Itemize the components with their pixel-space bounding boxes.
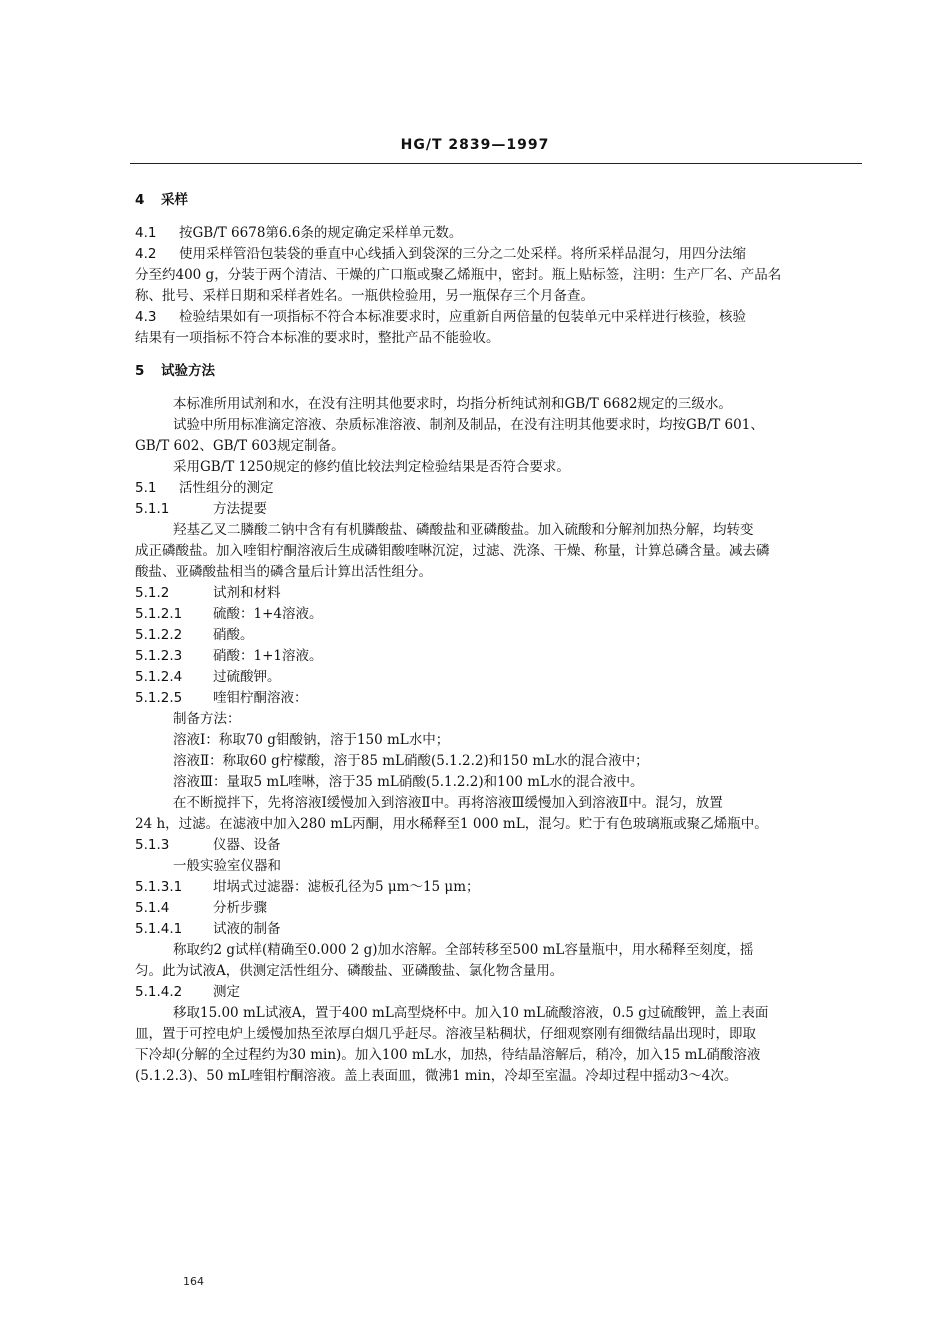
clause-title: 分析步骤 <box>213 900 267 916</box>
equipment-item <box>135 877 867 898</box>
clause-5-1-1 <box>135 499 867 520</box>
intro-line-3: GB/T 602、GB/T 603规定制备。 <box>135 438 345 454</box>
reagent-item <box>135 646 867 667</box>
clause-5-1-4-1 <box>135 919 867 940</box>
clause-number: 4.3 <box>135 309 157 325</box>
determination-line-2: 皿，置于可控电炉上缓慢加热至浓厚白烟几乎赶尽。溶液呈粘稠状，仔细观察刚有细微结晶出现时，即取 <box>135 1026 756 1042</box>
clause-title: 活性组分的测定 <box>179 480 274 496</box>
clause-number: 5.1.2.5 <box>135 690 183 706</box>
determination-line-1: 移取15.00 mL试液A，置于400 mL高型烧杯中。加入10 mL硫酸溶液，0.5 g过硫酸钾，盖上表面 <box>173 1005 769 1021</box>
principle-line-3: 酸盐、亚磷酸盐相当的磷含量后计算出活性组分。 <box>135 564 432 580</box>
section-number: 5 <box>135 363 145 379</box>
intro-line-4: 采用GB/T 1250规定的修约值比较法判定检验结果是否符合要求。 <box>173 459 570 475</box>
mixing-line-2: 24 h，过滤。在滤液中加入280 mL丙酮，用水稀释至1 000 mL，混匀。贮于有色玻璃瓶或聚乙烯瓶中。 <box>135 816 768 832</box>
page-content <box>135 190 867 1087</box>
mixing-line-1: 在不断搅拌下，先将溶液Ⅰ缓慢加入到溶液Ⅱ中。再将溶液Ⅲ缓慢加入到溶液Ⅱ中。混匀，放置 <box>173 795 723 811</box>
clause-number: 5.1 <box>135 480 157 496</box>
intro-line-2: 试验中所用标准滴定溶液、杂质标准溶液、制剂及制品，在没有注明其他要求时，均按GB/T 601、 <box>173 417 764 433</box>
clause-title: 方法提要 <box>213 501 267 517</box>
clause-title: 仪器、设备 <box>213 837 281 853</box>
solution-2: 溶液Ⅱ：称取60 g柠檬酸，溶于85 mL硝酸(5.1.2.2)和150 mL水的混合液中； <box>173 753 649 769</box>
clause-4-2 <box>135 244 867 265</box>
clause-text: 硫酸：1+4溶液。 <box>213 606 323 622</box>
clause-text: 检验结果如有一项指标不符合本标准要求时，应重新自两倍量的包装单元中采样进行核验，核验 <box>179 309 746 325</box>
clause-number: 5.1.2.1 <box>135 606 183 622</box>
clause-number: 5.1.2 <box>135 585 170 601</box>
clause-5-1-4-2 <box>135 982 867 1003</box>
clause-5-1-4 <box>135 898 867 919</box>
clause-text: 过硫酸钾。 <box>213 669 281 685</box>
clause-4-3-line-2: 结果有一项指标不符合本标准的要求时，整批产品不能验收。 <box>135 330 500 346</box>
clause-number: 4.2 <box>135 246 157 262</box>
determination-line-3: 下冷却(分解的全过程约为30 min)。加入100 mL水，加热，待结晶溶解后，稍冷，加入15 mL硝酸溶液 <box>135 1047 761 1063</box>
clause-4-1 <box>135 223 867 244</box>
prep-title: 制备方法： <box>173 711 241 727</box>
clause-4-2-line-3: 称、批号、采样日期和采样者姓名。一瓶供检验用，另一瓶保存三个月备查。 <box>135 288 594 304</box>
section-title: 试验方法 <box>161 363 215 379</box>
clause-number: 5.1.2.4 <box>135 669 183 685</box>
reagent-item <box>135 604 867 625</box>
header-rule <box>130 163 862 164</box>
clause-text: 按GB/T 6678第6.6条的规定确定采样单元数。 <box>179 225 463 241</box>
clause-text: 使用采样管沿包装袋的垂直中心线插入到袋深的三分之二处采样。将所采样品混匀，用四分法缩 <box>179 246 746 262</box>
clause-number: 5.1.2.2 <box>135 627 183 643</box>
reagent-item <box>135 667 867 688</box>
clause-number: 5.1.4.1 <box>135 921 183 937</box>
principle-line-2: 成正磷酸盐。加入喹钼柠酮溶液后生成磷钼酸喹啉沉淀，过滤、洗涤、干燥、称量，计算总磷含量。减去磷 <box>135 543 770 559</box>
clause-number: 5.1.3.1 <box>135 879 183 895</box>
clause-number: 4.1 <box>135 225 157 241</box>
section-4-heading <box>135 190 867 211</box>
clause-4-2-line-2: 分至约400 g，分装于两个清洁、干燥的广口瓶或聚乙烯瓶中，密封。瓶上贴标签，注明：生产厂名、产品名 <box>135 267 782 283</box>
clause-5-1-2 <box>135 583 867 604</box>
general-equipment: 一般实验室仪器和 <box>173 858 281 874</box>
clause-number: 5.1.4 <box>135 900 170 916</box>
clause-number: 5.1.2.3 <box>135 648 183 664</box>
clause-number: 5.1.4.2 <box>135 984 183 1000</box>
determination-line-4: (5.1.2.3)、50 mL喹钼柠酮溶液。盖上表面皿，微沸1 min，冷却至室温。冷却过程中摇动3～4次。 <box>135 1068 738 1084</box>
page-header: HG/T 2839—1997 <box>400 137 550 153</box>
reagent-item <box>135 625 867 646</box>
clause-title: 测定 <box>213 984 240 1000</box>
clause-text: 硝酸：1+1溶液。 <box>213 648 323 664</box>
page-number: 164 <box>183 1275 204 1288</box>
clause-number: 5.1.1 <box>135 501 170 517</box>
clause-text: 喹钼柠酮溶液： <box>213 690 308 706</box>
solution-3: 溶液Ⅲ：量取5 mL喹啉，溶于35 mL硝酸(5.1.2.2)和100 mL水的混合液中。 <box>173 774 644 790</box>
sample-prep-line-1: 称取约2 g试样(精确至0.000 2 g)加水溶解。全部转移至500 mL容量瓶中，用水稀释至刻度，摇 <box>173 942 754 958</box>
clause-5-1 <box>135 478 867 499</box>
solution-1: 溶液Ⅰ：称取70 g钼酸钠，溶于150 mL水中； <box>173 732 450 748</box>
section-title: 采样 <box>161 192 188 208</box>
sample-prep-line-2: 匀。此为试液A，供测定活性组分、磷酸盐、亚磷酸盐、氯化物含量用。 <box>135 963 564 979</box>
reagent-item <box>135 688 867 709</box>
section-5-heading <box>135 361 867 382</box>
clause-text: 坩埚式过滤器：滤板孔径为5 μm～15 μm； <box>213 879 480 895</box>
clause-title: 试剂和材料 <box>213 585 281 601</box>
clause-number: 5.1.3 <box>135 837 170 853</box>
clause-title: 试液的制备 <box>213 921 281 937</box>
clause-5-1-3 <box>135 835 867 856</box>
clause-text: 硝酸。 <box>213 627 254 643</box>
intro-line-1: 本标准所用试剂和水，在没有注明其他要求时，均指分析纯试剂和GB/T 6682规定的三级水。 <box>173 396 732 412</box>
section-number: 4 <box>135 192 145 208</box>
clause-4-3 <box>135 307 867 328</box>
principle-line-1: 羟基乙叉二膦酸二钠中含有有机膦酸盐、磷酸盐和亚磷酸盐。加入硫酸和分解剂加热分解，均转变 <box>173 522 754 538</box>
